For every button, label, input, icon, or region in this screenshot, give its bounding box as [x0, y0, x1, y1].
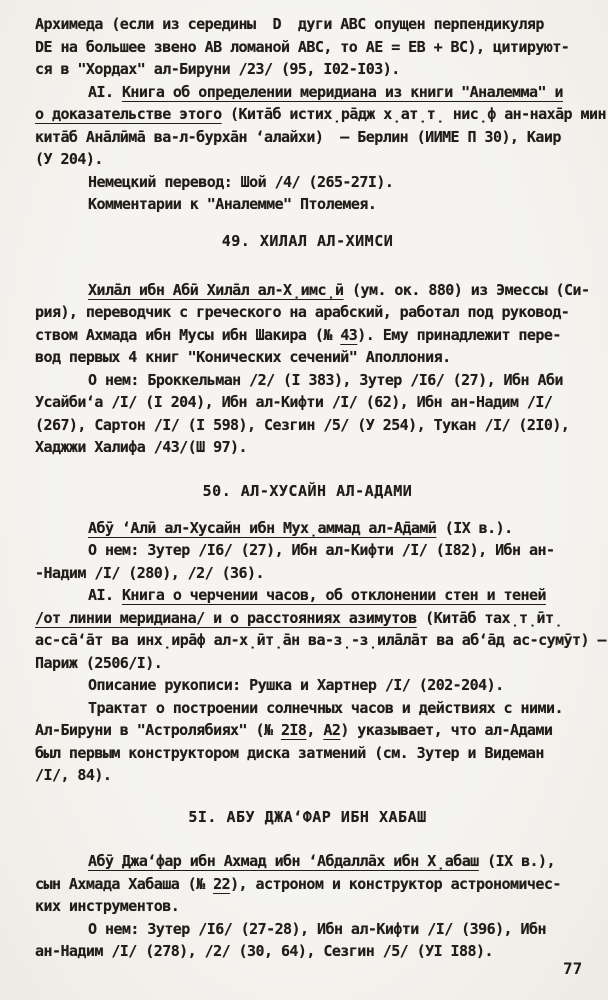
text-run: ас-са̄‘а̄т ва инх̣ира̄ф ал-х̣ӣт̣а̄н ва-з̣-з̣ила̄ла̄т ва аб‘а̄д ас-сумӯт) –	[35, 631, 606, 649]
page-text-column	[35, 0, 606, 963]
text-run: О нем: Зутер /I6/ (27-28), Ибн ал-Кифти /I/ (396), Ибн	[88, 919, 546, 938]
text-run: (267), Сартон /I/ (I 598), Сезгин /5/ (У 254), Тукан /I/ (2I0),	[35, 415, 570, 434]
text-run: /I/, 84).	[35, 766, 112, 784]
text-run: (IX в.),	[478, 852, 555, 870]
text-line	[35, 629, 606, 652]
text-line	[35, 764, 595, 787]
section-heading: 49. ХИЛАЛ АЛ-ХИМСИ	[221, 232, 394, 250]
underlined-text-run: Хила̄л ибн Абӣ Хила̄л ал-Х̣имс̣ӣ	[88, 280, 344, 299]
text-run: ся в "Хордах" ал-Бируни /23/ (95, I02-I03).	[35, 60, 400, 78]
text-line	[35, 742, 595, 765]
text-run: Париж (2506/I).	[35, 653, 163, 672]
text-run: АI.	[88, 82, 122, 101]
text-run: Немецкий перевод: Шой /4/ (265-27I).	[88, 172, 394, 191]
text-line	[35, 171, 595, 194]
text-line	[35, 652, 595, 675]
text-line	[35, 13, 595, 36]
text-run: (Кита̄б истих̣ра̄дж х̣ат̣т̣ нис̣ф ан-наха̄р мин	[221, 105, 606, 123]
section-heading: 50. АЛ-ХУСАЙН АЛ-АДАМИ	[202, 481, 413, 500]
text-run: О нем: Броккельман /2/ (I 383), Зутер /I6/ (27), Ибн Аби	[88, 370, 563, 389]
text-line	[35, 674, 595, 697]
text-run: ), астроном и конструктор астрономичес-	[230, 874, 561, 893]
underlined-text-run: о доказательстве этого	[35, 105, 222, 123]
text-run: был первым конструктором диска затмений (см. Зутер и Видеман	[35, 743, 544, 762]
text-run: Ал-Бируни в "Астролябиях" (№	[35, 721, 281, 739]
section-heading: 5I. АБУ ДЖА‘ФАР ИБН ХАБАШ	[188, 807, 427, 826]
text-line	[35, 584, 595, 607]
text-run: (IX в.).	[436, 518, 513, 537]
text-line	[35, 517, 595, 540]
underlined-text-run: Абӯ ‘Алӣ ал-Хусайн ибн Мух̣аммад ал-А̄дамӣ	[88, 518, 437, 537]
text-run: ). Ему принадлежит пере-	[357, 325, 561, 344]
text-line	[35, 895, 595, 918]
text-line	[35, 279, 595, 302]
text-line	[35, 301, 595, 324]
text-run: Трактат о построении солнечных часов и действиях с ними.	[88, 698, 563, 717]
text-line	[35, 148, 595, 171]
text-line	[35, 539, 595, 562]
text-run: ких инструментов.	[35, 897, 180, 915]
text-line	[35, 719, 595, 742]
underlined-text-run: 22	[213, 874, 231, 893]
text-run: -Надим /I/ (280), /2/ (36).	[35, 563, 264, 582]
text-line	[35, 81, 595, 104]
text-line	[35, 873, 595, 896]
text-line	[35, 918, 595, 941]
text-line	[35, 193, 595, 216]
text-run: рия), переводчик с греческого на арабский, работал под руковод-	[35, 303, 570, 321]
text-run: ,	[306, 721, 324, 739]
text-line	[35, 414, 595, 437]
underlined-text-run: 43	[340, 325, 358, 344]
text-line	[35, 36, 595, 59]
text-line	[35, 940, 595, 963]
text-line	[35, 369, 595, 392]
text-run: ством Ахмада ибн Мусы ибн Шакира (№	[35, 325, 341, 344]
text-run: Усайби‘а /I/ (I 204), Ибн ал-Кифти /I/ (62), Ибн ан-Надим /I/	[35, 393, 553, 411]
text-line	[35, 436, 595, 459]
text-run: (ум. ок. 880) из Эмессы (Си-	[343, 280, 590, 299]
underlined-text-run: А2	[323, 721, 341, 739]
text-run: вод первых 4 книг "Конических сечений" Аполлония.	[35, 348, 451, 366]
underlined-text-run: 2I8	[280, 721, 307, 739]
text-run: ан-Надим /I/ (278), /2/ (30, 64), Сезгин /5/ (УI I88).	[35, 942, 493, 960]
page-number: 77	[563, 959, 583, 978]
text-run: АI.	[88, 586, 122, 604]
text-run: кита̄б Ана̄лӣма̄ ва-л-бурха̄н ‘алайхи) – Берлин (ИИМЕ П 30), Каир	[35, 127, 561, 146]
text-line	[35, 346, 595, 369]
text-line	[35, 850, 595, 873]
text-run: сын Ахмада Хабаша (№	[35, 874, 214, 893]
text-line	[35, 103, 606, 126]
underlined-text-run: /от линии меридиана/ и о расстояниях азимутов	[35, 608, 417, 627]
text-run: DE на большее звено АВ ломаной АВС, то АЕ = ЕВ + ВС), цитируют-	[35, 37, 570, 56]
text-run: Описание рукописи: Рушка и Хартнер /I/ (202-204).	[88, 676, 504, 694]
text-line	[35, 607, 595, 630]
text-line	[35, 562, 595, 585]
text-run: Архимеда (если из середины D дуги АВС опущен перпендикуляр	[35, 15, 544, 33]
text-line	[35, 324, 595, 347]
text-line	[35, 126, 595, 149]
text-line	[35, 58, 595, 81]
text-line	[35, 391, 595, 414]
underlined-text-run: Абӯ Джа‘фар ибн Ахмад ибн ‘Абдалла̄х ибн Х̣абаш	[88, 852, 479, 870]
text-line	[35, 697, 595, 720]
text-run: Комментарии к "Аналемме" Птолемея.	[88, 195, 377, 213]
underlined-text-run: Книга об определении меридиана из книги "Аналемма" и	[121, 82, 563, 101]
text-run: (У 204).	[35, 150, 103, 168]
underlined-text-run: Книга о черчении часов, об отклонении стен и теней	[121, 586, 546, 604]
text-run: ) указывает, что ал-Адами	[340, 721, 553, 739]
text-run: Хаджжи Халифа /43/(Ш 97).	[35, 438, 248, 456]
text-run: О нем: Зутер /I6/ (27), Ибн ал-Кифти /I/ (I82), Ибн ан-	[88, 541, 555, 559]
text-run: (Кита̄б тах̣т̣ӣт̣	[416, 608, 563, 627]
